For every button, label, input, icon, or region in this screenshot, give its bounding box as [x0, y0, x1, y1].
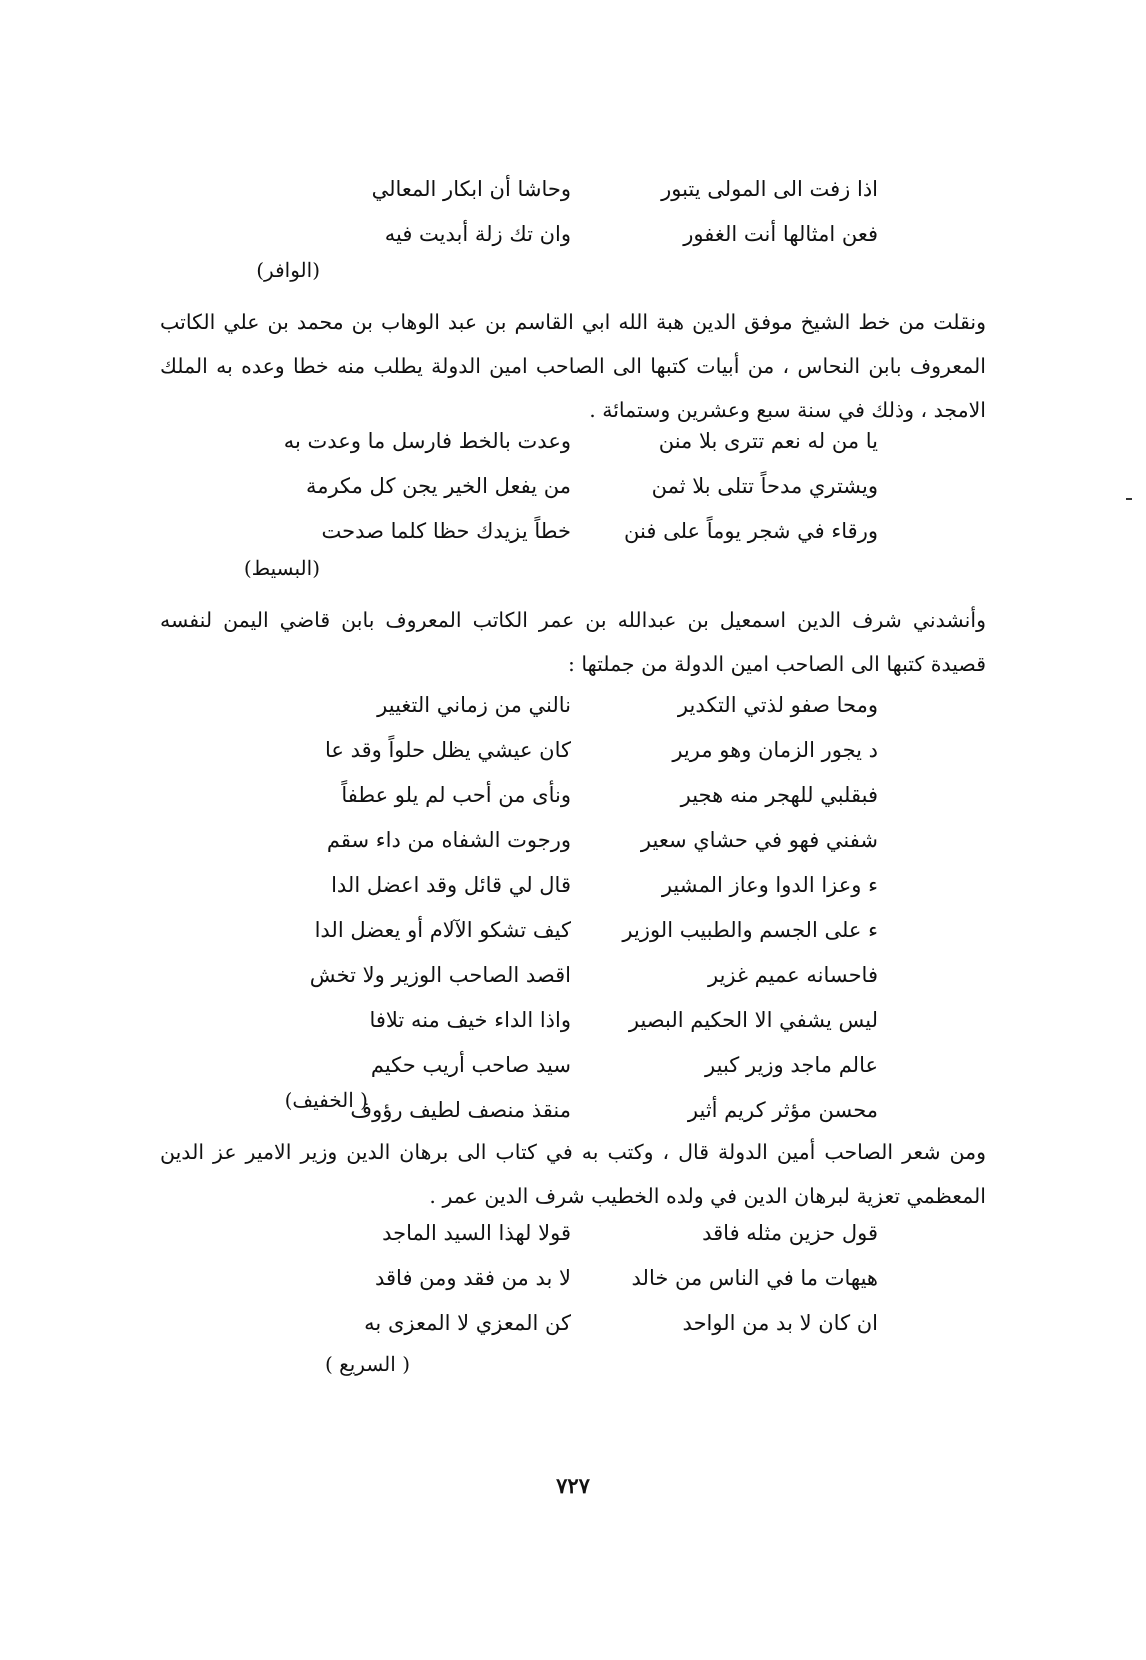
hemistich-second: فبقلبي للهجر منه هجير [680, 783, 878, 807]
hemistich-first: كان عيشي يظل حلواً وقد عا [324, 738, 571, 762]
verse [0, 913, 1146, 958]
verse [0, 514, 1146, 559]
hemistich-first: واذا الداء خيف منه تلافا [369, 1008, 571, 1032]
verse [0, 172, 1146, 217]
hemistich-second: هيهات ما في الناس من خالد [631, 1266, 878, 1290]
poem-3 [0, 688, 1146, 1138]
hemistich-first: خطاً يزيدك حظا كلما صدحت [321, 519, 571, 543]
page-number: ٧٢٧ [556, 1473, 590, 1498]
hemistich-first: وان تك زلة أبديت فيه [384, 222, 571, 246]
meter-label: (البسيط) [243, 556, 320, 580]
prose-paragraph: ونقلت من خط الشيخ موفق الدين هبة الله ابي القاسم بن عبد الوهاب بن محمد بن علي الكاتب المعروف بابن النحاس ، من أبيات كتبها الى الصاحب امين الدولة يطلب منه خطا وعده به الملك الامجد ، وذلك في سنة سبع وعشرين وستمائة . [160, 310, 986, 422]
hemistich-second: ورقاء في شجر يوماً على فنن [624, 519, 878, 543]
hemistich-second: د يجور الزمان وهو مرير [672, 738, 878, 762]
prose-paragraph: ومن شعر الصاحب أمين الدولة قال ، وكتب به في كتاب الى برهان الدين وزير الامير عز الدين المعظمي تعزية لبرهان الدين في ولده الخطيب شرف الدين عمر . [160, 1140, 986, 1208]
verse [0, 823, 1146, 868]
verse [0, 733, 1146, 778]
hemistich-second: ء وعزا الدوا وعاز المشير [661, 873, 878, 897]
hemistich-second: فاحسانه عميم غزير [708, 963, 878, 987]
hemistich-second: ان كان لا بد من الواحد [682, 1311, 878, 1335]
hemistich-first: ورجوت الشفاه من داء سقم [326, 828, 571, 852]
hemistich-first: سيد صاحب أريب حكيم [370, 1053, 571, 1077]
hemistich-first: نالني من زماني التغيير [377, 693, 571, 717]
verse [0, 778, 1146, 823]
hemistich-second: ويشتري مدحاً تتلى بلا ثمن [651, 474, 878, 498]
hemistich-first: ونأى من أحب لم يلو عطفاً [341, 783, 571, 807]
hemistich-first: من يفعل الخير يجن كل مكرمة [305, 474, 571, 498]
verse [0, 688, 1146, 733]
meter-label: ( السريع ) [324, 1352, 410, 1376]
meter-label: ( الخفيف) [284, 1088, 368, 1112]
hemistich-second: قول حزين مثله فاقد [702, 1221, 878, 1245]
poem-2 [0, 424, 1146, 559]
meter-label: (الوافر) [256, 258, 320, 282]
hemistich-first: قولا لهذا السيد الماجد [382, 1221, 571, 1245]
hemistich-second: اذا زفت الى المولى يتبور [661, 177, 878, 201]
hemistich-second: عالم ماجد وزير كبير [705, 1053, 878, 1077]
hemistich-second: ء على الجسم والطبيب الوزير [622, 918, 878, 942]
poem-1 [0, 172, 1146, 262]
margin-mark [1126, 498, 1132, 500]
verse [0, 1306, 1146, 1351]
verse [0, 868, 1146, 913]
verse [0, 1048, 1146, 1093]
hemistich-first: كن المعزي لا المعزى به [364, 1311, 571, 1335]
hemistich-second: فعن امثالها أنت الغفور [683, 222, 878, 246]
verse [0, 424, 1146, 469]
hemistich-second: ليس يشفي الا الحكيم البصير [628, 1008, 878, 1032]
verse [0, 217, 1146, 262]
verse [0, 958, 1146, 1003]
hemistich-first: قال لي قائل وقد اعضل الدا [331, 873, 571, 897]
hemistich-first: كيف تشكو الآلام أو يعضل الدا [314, 918, 571, 942]
verse [0, 469, 1146, 514]
hemistich-first: منقذ منصف لطيف رؤوف [350, 1098, 571, 1122]
verse [0, 1261, 1146, 1306]
hemistich-first: وعدت بالخط فارسل ما وعدت به [283, 429, 571, 453]
hemistich-second: يا من له نعم تترى بلا منن [658, 429, 878, 453]
verse [0, 1003, 1146, 1048]
hemistich-first: وحاشا أن ابكار المعالي [371, 177, 571, 201]
verse [0, 1216, 1146, 1261]
poem-4 [0, 1216, 1146, 1351]
hemistich-first: اقصد الصاحب الوزير ولا تخش [309, 963, 571, 987]
hemistich-second: محسن مؤثر كريم أثير [687, 1098, 878, 1122]
hemistich-second: شفني فهو في حشاي سعير [640, 828, 878, 852]
hemistich-first: لا بد من فقد ومن فاقد [374, 1266, 571, 1290]
prose-paragraph: وأنشدني شرف الدين اسمعيل بن عبدالله بن عمر الكاتب المعروف بابن قاضي اليمن لنفسه قصيدة كتبها الى الصاحب امين الدولة من جملتها : [160, 608, 986, 676]
hemistich-second: ومحا صفو لذتي التكدير [677, 693, 878, 717]
